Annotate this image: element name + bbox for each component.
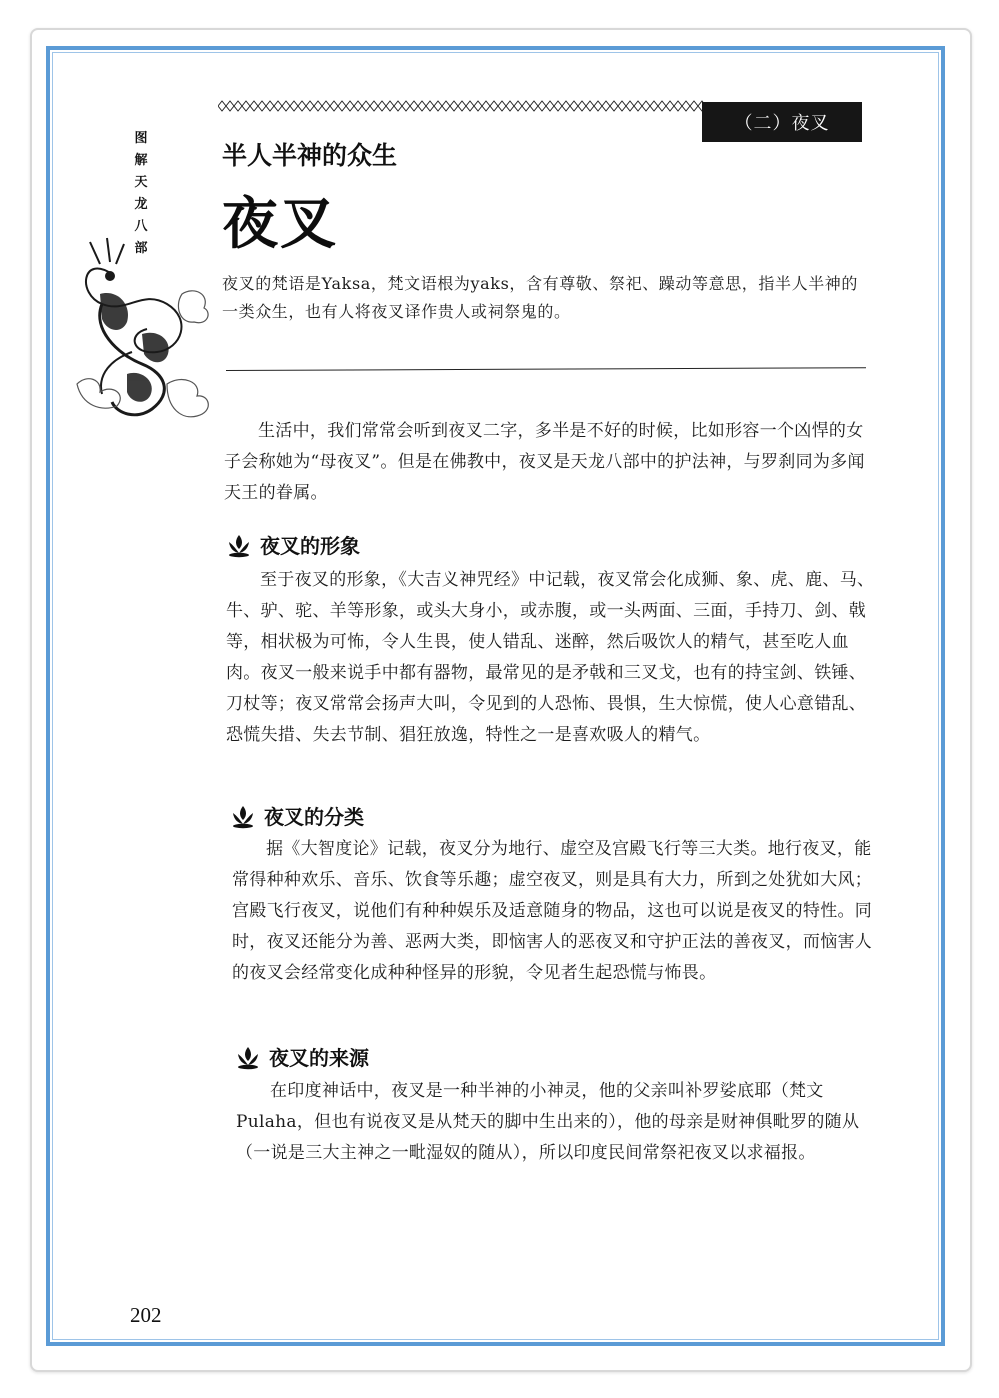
series-title: 图解天龙八部 — [134, 131, 148, 256]
section-paragraph-classification: 据《大智度论》记载，夜叉分为地行、虚空及宫殿飞行等三大类。地行夜叉，能常得种种欢乐、音乐、饮食等乐趣；虚空夜叉，则是具有大力，所到之处犹如大风；宫殿飞行夜叉，说他们有种种娱乐及适意随身的物品，这也可以说是夜叉的特性。同时，夜叉还能分为善、恶两大类，即恼害人的恶夜叉和守护正法的善夜叉，而恼害人的夜叉会经常变化成种种怪异的形貌，令见者生起恐慌与怖畏。 — [232, 839, 873, 983]
section-heading-label: 夜叉的来源 — [269, 1046, 369, 1070]
dragon-illustration — [72, 234, 218, 430]
section-heading-classification — [230, 801, 364, 830]
intro-text: 夜叉的梵语是Yaksa，梵文语根为yaks，含有尊敬、祭祀、躁动等意思，指半人半神的一类众生，也有人将夜叉译作贵人或祠祭鬼的。 — [222, 274, 858, 321]
section-heading-origin — [235, 1042, 369, 1071]
page-subtitle: 半人半神的众生 — [222, 141, 398, 170]
page-title: 夜叉 — [222, 191, 338, 257]
section-heading-label: 夜叉的分类 — [264, 805, 364, 829]
section-paragraph-appearance: 至于夜叉的形象，《大吉义神咒经》中记载，夜叉常会化成狮、象、虎、鹿、马、牛、驴、驼、羊等形象，或头大身小，或赤腹，或一头两面、三面，手持刀、剑、戟等，相状极为可怖，令人生畏，使人错乱、迷醉，然后吸饮人的精气，甚至吃人血肉。夜叉一般来说手中都有器物，最常见的是矛戟和三叉戈，也有的持宝剑、铁锤、刀杖等；夜叉常常会扬声大叫，令见到的人恐怖、畏惧，生大惊慌，使人心意错乱、恐慌失措、失去节制、猖狂放逸，特性之一是喜欢吸人的精气。 — [226, 570, 875, 745]
chapter-tab: （二）夜叉 — [702, 102, 862, 142]
section-heading-label: 夜叉的形象 — [260, 534, 360, 558]
section-paragraph-origin: 在印度神话中，夜叉是一种半神的小神灵，他的父亲叫补罗娑底耶（梵文Pulaha，但也有说夜叉是从梵天的脚中生出来的），他的母亲是财神俱毗罗的随从（一说是三大主神之一毗湿奴的随从），所以印度民间常祭祀夜叉以求福报。 — [236, 1081, 860, 1163]
decorative-border — [218, 100, 706, 112]
body-intro-paragraph: 生活中，我们常常会听到夜叉二字，多半是不好的时候，比如形容一个凶悍的女子会称她为“母夜叉”。但是在佛教中，夜叉是天龙八部中的护法神，与罗刹同为多闻天王的眷属。 — [224, 421, 865, 503]
lotus-icon — [230, 803, 256, 829]
lotus-icon — [226, 532, 252, 558]
lotus-icon — [235, 1044, 261, 1070]
page-number: 202 — [130, 1303, 162, 1327]
section-heading-appearance — [226, 530, 360, 559]
